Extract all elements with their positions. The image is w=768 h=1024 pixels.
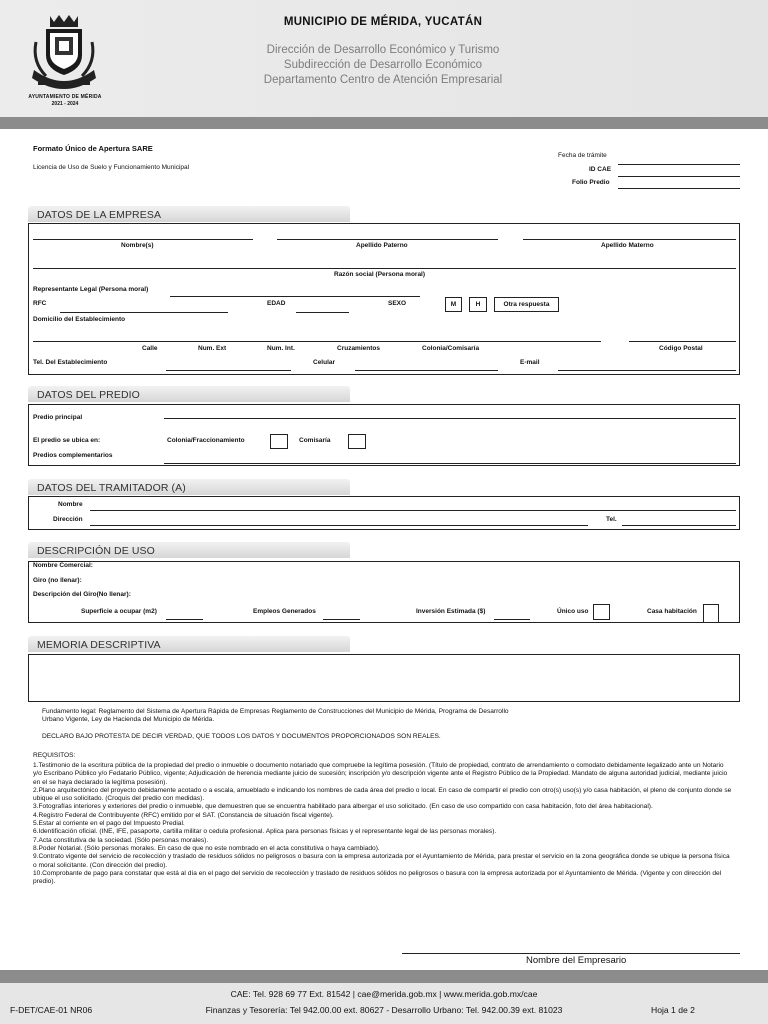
footer-finanzas: Finanzas y Tesorería: Tel 942.00.00 ext. 80627 - Desarrollo Urbano: Tel. 942.00.39 ext. 81023 <box>205 1005 563 1015</box>
firma-field[interactable] <box>402 953 740 954</box>
page-footer <box>0 983 768 1024</box>
sexo-m-option[interactable]: M <box>445 297 462 312</box>
inversion-field[interactable] <box>494 619 530 620</box>
requisitos-title: REQUISITOS: <box>33 752 76 759</box>
predio-principal-label: Predio principal <box>33 414 83 421</box>
direction-name: Dirección de Desarrollo Económico y Turismo <box>266 44 500 56</box>
list-item: 7.Acta constitutiva de la sociedad. (Sólo personas morales). <box>33 836 209 844</box>
id-cae-label: ID CAE <box>589 166 612 173</box>
section-title: DATOS DEL TRAMITADOR (A) <box>37 482 186 494</box>
section-predio <box>28 404 740 466</box>
superficie-label: Superficie a ocupar (m2) <box>81 608 157 615</box>
tramitador-tel-field[interactable] <box>622 525 736 526</box>
list-item: 6.Identificación oficial. (INE, IFE, pasaporte, cartilla militar o cedula profesional. Aplica para personas físicas y el representante legal de las personas morales). <box>33 828 497 836</box>
apellido-paterno-label: Apellido Paterno <box>356 242 408 249</box>
page-number: Hoja 1 de 2 <box>651 1005 695 1015</box>
codigo-postal-field[interactable] <box>629 341 736 342</box>
domicilio-field[interactable] <box>33 341 601 342</box>
colonia-fracc-checkbox[interactable] <box>270 434 288 449</box>
header-divider <box>0 117 768 129</box>
subdirection-name: Subdirección de Desarrollo Económico <box>283 59 483 71</box>
apellido-paterno-field[interactable] <box>277 239 498 240</box>
list-item: 3.Fotografías interiores y exteriores del predio o inmueble, que demuestren que se encuentra habilitado para albergar el uso solicitado. (En caso de uso compartido con casa habitación, foto del área habitacional). <box>33 803 653 811</box>
crest-caption: AYUNTAMIENTO DE MÉRIDA <box>28 94 102 100</box>
representante-label: Representante Legal (Persona moral) <box>33 286 149 293</box>
section-title: DATOS DE LA EMPRESA <box>37 209 162 221</box>
empleos-label: Empleos Generados <box>253 608 316 615</box>
crest-years: 2021 - 2024 <box>51 101 79 107</box>
section-tab-tramitador <box>28 479 350 495</box>
predio-principal-field[interactable] <box>164 418 736 419</box>
celular-field[interactable] <box>355 370 498 371</box>
email-label: E-mail <box>520 359 540 366</box>
empleos-field[interactable] <box>323 619 360 620</box>
fecha-label: Fecha de trámite <box>558 152 607 159</box>
footer-contact: CAE: Tel. 928 69 77 Ext. 81542 | cae@merida.gob.mx | www.merida.gob.mx/cae <box>230 989 538 999</box>
requisitos-list <box>33 762 733 886</box>
memoria-descriptiva-field[interactable] <box>28 654 740 702</box>
list-item: 1.Testimonio de la escritura pública de la propiedad del predio o inmueble o documento notariado que compruebe la legítima posesión. (Título de propiedad, contrato de arrendamiento o comodato debidamente legalizado ante un Notario y/o Escribano Público y/o Fedatario Público, vigente; Adjudicación de herencia mediante juicio de sucesión; inscripción y/o descripción vigente ante el Registro Público de la Propiedad. Mandato de alguna autoridad judicial, mediante juicio en el se haya declarado la legítima posesión). <box>33 762 728 786</box>
email-field[interactable] <box>558 370 736 371</box>
codigo-postal-label: Código Postal <box>659 345 703 352</box>
unico-uso-checkbox[interactable] <box>593 604 610 620</box>
page-header <box>0 0 768 117</box>
razon-social-field[interactable] <box>33 268 736 269</box>
footer-divider <box>0 970 768 983</box>
sexo-label: SEXO <box>388 300 407 307</box>
form-title: Formato Único de Apertura SARE <box>33 144 153 153</box>
tramitador-direccion-label: Dirección <box>53 516 83 523</box>
fecha-field[interactable] <box>618 164 740 165</box>
predios-complementarios-label: Predios complementarios <box>33 452 113 459</box>
list-item: 2.Plano arquitectónico del proyecto debidamente acotado o a escala, amueblado e indicando los nombres de cada área del predio o local. En caso de compartir el predio con otro(s) uso(s) y/o casa habitación, el pleno de conjunto donde se ubique el uso solicitado. (Croquis del predio con medidas). <box>33 786 732 803</box>
calle-label: Calle <box>142 345 158 352</box>
apellido-materno-field[interactable] <box>523 239 736 240</box>
nombres-field[interactable] <box>33 239 253 240</box>
tramitador-nombre-field[interactable] <box>90 510 736 511</box>
tramitador-direccion-field[interactable] <box>90 525 588 526</box>
colonia-fracc-label: Colonia/Fraccionamiento <box>167 437 245 444</box>
domicilio-label: Domicilio del Establecimiento <box>33 316 126 323</box>
department-name: Departamento Centro de Atención Empresarial <box>263 74 503 86</box>
coat-of-arms-icon <box>28 12 100 92</box>
sexo-h-option[interactable]: H <box>469 297 487 312</box>
tel-establecimiento-field[interactable] <box>166 370 291 371</box>
casa-habitacion-checkbox[interactable] <box>703 604 719 623</box>
section-tab-empresa <box>28 206 350 222</box>
tramitador-nombre-label: Nombre <box>58 501 83 508</box>
nombres-label: Nombre(s) <box>121 242 154 249</box>
num-ext-label: Num. Ext <box>198 345 227 352</box>
comisaria-label: Comisaría <box>299 437 331 444</box>
colonia-label: Colonia/Comisaría <box>422 345 480 352</box>
rfc-label: RFC <box>33 300 47 307</box>
tramitador-tel-label: Tel. <box>606 516 617 523</box>
sexo-otra-option[interactable]: Otra respuesta <box>494 297 559 312</box>
razon-social-label: Razón social (Persona moral) <box>334 271 426 278</box>
unico-uso-label: Único uso <box>557 608 589 615</box>
section-tab-uso <box>28 542 350 558</box>
municipality-title: MUNICIPIO DE MÉRIDA, YUCATÁN <box>283 16 483 28</box>
list-item: 4.Registro Federal de Contribuyente (RFC) emitido por el SAT. (Constancia de situación fiscal vigente). <box>33 811 334 819</box>
list-item: 8.Poder Notarial. (Sólo personas morales. En caso de que no este nombrado en el acta constitutiva o haya cambiado). <box>33 844 380 852</box>
list-item: 10.Comprobante de pago para constatar que está al día en el pago del servicio de recolección y traslado de residuos sólidos no peligrosos o basura con la empresa autorizada por el Ayuntamiento de Mérida. (Vigente y con dirección del predio). <box>33 869 722 886</box>
folio-field[interactable] <box>618 188 740 189</box>
edad-field[interactable] <box>296 312 349 313</box>
section-tab-predio <box>28 386 350 402</box>
apellido-materno-label: Apellido Materno <box>601 242 654 249</box>
id-cae-field[interactable] <box>618 176 740 177</box>
tel-establecimiento-label: Tel. Del Establecimiento <box>33 359 108 366</box>
edad-label: EDAD <box>267 300 286 307</box>
section-tab-memoria <box>28 636 350 652</box>
inversion-label: Inversión Estimada ($) <box>416 608 486 615</box>
declaracion: DECLARO BAJO PROTESTA DE DECIR VERDAD, QUE TODOS LOS DATOS Y DOCUMENTOS PROPORCIONADOS SON REALES. <box>42 733 441 740</box>
celular-label: Celular <box>313 359 336 366</box>
superficie-field[interactable] <box>166 619 203 620</box>
folio-label: Folio Predio <box>572 179 610 186</box>
cruzamientos-label: Cruzamientos <box>337 345 380 352</box>
giro-label: Giro (no llenar): <box>33 577 82 584</box>
num-int-label: Num. Int. <box>267 345 295 352</box>
fundamento-legal: Fundamento legal: Reglamento del Sistema de Apertura Rápida de Empresas Reglamento de Construcciones del Municipio de Mérida, Programa de Desarrollo Urbano Vigente, Ley de Hacienda del Municipio de Mérida. <box>42 708 509 724</box>
predio-ubica-label: El predio se ubica en: <box>33 437 101 444</box>
form-subtitle: Licencia de Uso de Suelo y Funcionamiento Municipal <box>33 164 190 171</box>
descripcion-giro-label: Descripción del Giro(No llenar): <box>33 591 131 598</box>
representante-field[interactable] <box>170 296 420 297</box>
rfc-field[interactable] <box>60 312 228 313</box>
section-title: MEMORIA DESCRIPTIVA <box>37 639 161 651</box>
nombre-comercial-label: Nombre Comercial: <box>33 562 93 569</box>
casa-habitacion-label: Casa habitación <box>647 608 697 615</box>
firma-label: Nombre del Empresario <box>526 955 627 966</box>
list-item: 5.Estar al corriente en el pago del Impuesto Predial. <box>33 820 185 828</box>
comisaria-checkbox[interactable] <box>348 434 366 449</box>
form-code: F-DET/CAE-01 NR06 <box>10 1005 93 1015</box>
predios-complementarios-field[interactable] <box>164 463 736 464</box>
section-title: DESCRIPCIÓN DE USO <box>37 545 155 557</box>
section-title: DATOS DEL PREDIO <box>37 389 140 401</box>
list-item: 9.Contrato vigente del servicio de recolección y traslado de residuos sólidos no peligrosos o basura con la empresa autorizada por el Ayuntamiento de Mérida, para prestar el servicio en la zona geográfica donde se ubique la persona física o moral solicitante. (Con dirección del predio). <box>33 853 730 869</box>
